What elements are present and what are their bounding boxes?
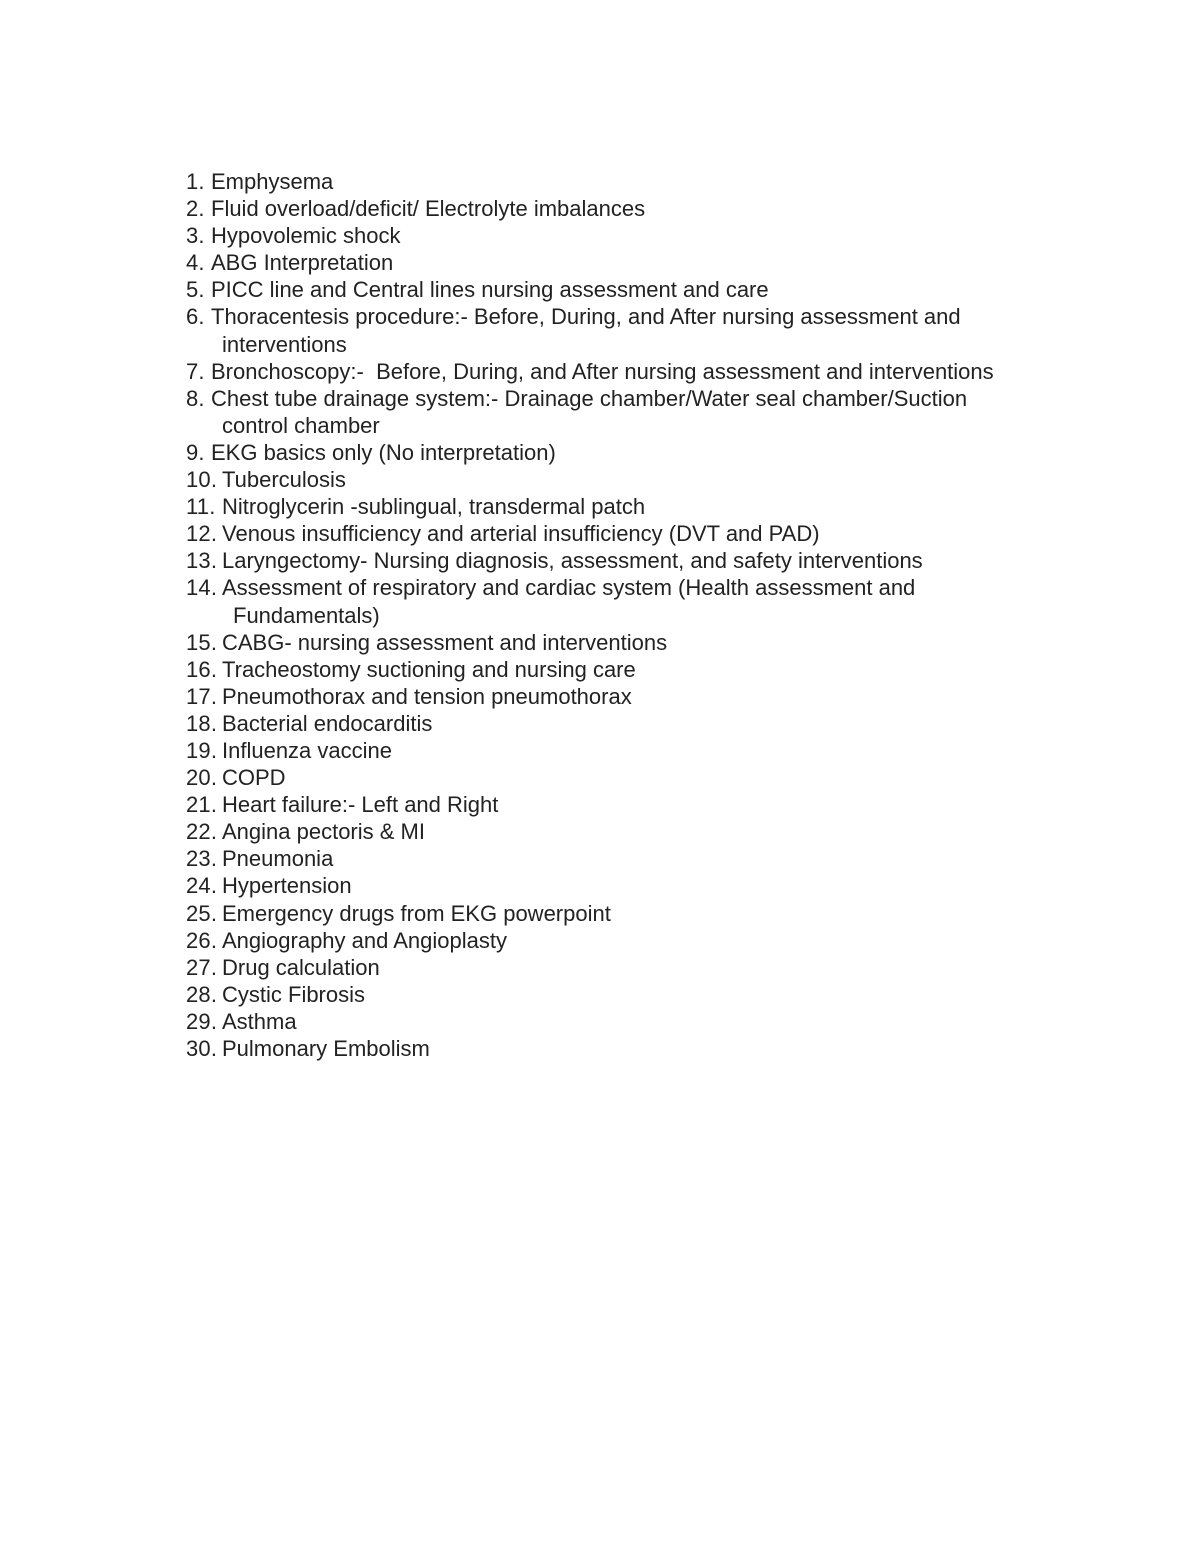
list-item (186, 303, 1066, 357)
list-item-text-wrap (222, 683, 1066, 710)
list-item-text: COPD (222, 765, 286, 791)
list-item (186, 791, 1066, 818)
list-item-number: 26. (186, 927, 218, 953)
list-item-number: 14. (186, 575, 218, 601)
list-item-number: 13. (186, 548, 218, 574)
list-item-text-wrap (222, 547, 1066, 574)
list-item-text-wrap (211, 195, 1066, 222)
list-item (186, 493, 1066, 520)
list-item-number: 12. (186, 521, 218, 547)
list-item (186, 900, 1066, 927)
list-item-text: Thoracentesis procedure:- Before, During, and After nursing assessment and (211, 304, 961, 330)
list-item-number: 17. (186, 683, 218, 709)
list-item-number: 4. (186, 250, 205, 276)
list-item-number: 21. (186, 792, 218, 818)
list-item-number: 24. (186, 873, 218, 899)
list-item-number: 23. (186, 846, 218, 872)
list-item-text-wrap (222, 845, 1066, 872)
list-item (186, 927, 1066, 954)
topic-list (186, 168, 1066, 1062)
list-item-text-wrap (211, 385, 1066, 439)
list-item-text: Laryngectomy- Nursing diagnosis, assessment, and safety interventions (222, 548, 923, 574)
list-item-number: 29. (186, 1008, 218, 1034)
list-item-text: Drug calculation (222, 954, 380, 980)
list-item (186, 168, 1066, 195)
list-item (186, 1008, 1066, 1035)
list-item-text: Angina pectoris & MI (222, 819, 425, 845)
list-item-text: Emergency drugs from EKG powerpoint (222, 900, 611, 926)
list-item-text-wrap (222, 520, 1066, 547)
list-item-number: 27. (186, 954, 218, 980)
list-item-text-wrap (222, 981, 1066, 1008)
list-item-number: 22. (186, 819, 218, 845)
list-item (186, 710, 1066, 737)
list-item-number: 6. (186, 304, 205, 330)
list-item-number: 30. (186, 1036, 218, 1061)
list-item-number: 9. (186, 439, 205, 465)
list-item-number: 20. (186, 765, 218, 791)
list-item-text: PICC line and Central lines nursing assessment and care (211, 277, 769, 303)
list-item-number: 5. (186, 277, 205, 303)
list-item-text-wrap (222, 737, 1066, 764)
list-item-text-continuation: Fundamentals) (233, 602, 380, 628)
list-item-text: Emphysema (211, 169, 334, 194)
list-item-number: 18. (186, 710, 218, 736)
list-item-text-continuation: control chamber (222, 412, 380, 438)
list-item (186, 466, 1066, 493)
list-item-number: 3. (186, 223, 205, 249)
list-item-number: 1. (186, 169, 205, 194)
list-item (186, 358, 1066, 385)
list-item-text: EKG basics only (No interpretation) (211, 439, 556, 465)
list-item-number: 28. (186, 981, 218, 1007)
list-item (186, 276, 1066, 303)
list-item (186, 249, 1066, 276)
list-item-text: Pneumothorax and tension pneumothorax (222, 683, 632, 709)
list-item-text-wrap (222, 900, 1066, 927)
list-item-text-wrap (222, 791, 1066, 818)
list-item (186, 872, 1066, 899)
list-item-text-wrap (222, 710, 1066, 737)
list-item-text-wrap (222, 818, 1066, 845)
list-item-text: Angiography and Angioplasty (222, 927, 507, 953)
list-item-text: Heart failure:- Left and Right (222, 792, 499, 818)
list-item-text-wrap (222, 764, 1066, 791)
list-item-text: Chest tube drainage system:- Drainage chamber/Water seal chamber/Suction (211, 385, 968, 411)
list-item (186, 981, 1066, 1008)
list-item-text-wrap (211, 439, 1066, 466)
list-item-text-wrap (222, 1008, 1066, 1035)
list-item-text-wrap (222, 493, 1066, 520)
list-item-text: ABG Interpretation (211, 250, 394, 276)
list-item-text: CABG- nursing assessment and interventions (222, 629, 668, 655)
list-item-text: Bacterial endocarditis (222, 710, 433, 736)
list-item (186, 683, 1066, 710)
list-item-text-wrap (222, 872, 1066, 899)
list-item-number: 8. (186, 385, 205, 411)
list-item-text-continuation: interventions (222, 331, 347, 357)
list-item (186, 385, 1066, 439)
list-item-number: 25. (186, 900, 218, 926)
list-item (186, 818, 1066, 845)
list-item-text-wrap (222, 656, 1066, 683)
list-item-text-wrap (222, 927, 1066, 954)
list-item-text: Nitroglycerin -sublingual, transdermal patch (222, 494, 646, 520)
list-item-text-wrap (211, 358, 1066, 385)
list-item-text-wrap (211, 276, 1066, 303)
list-item-text: Pneumonia (222, 846, 334, 872)
list-item-number: 2. (186, 196, 205, 222)
list-item (186, 764, 1066, 791)
list-item-number: 7. (186, 358, 205, 384)
list-item-text-wrap (222, 629, 1066, 656)
list-item (186, 547, 1066, 574)
list-item-number: 15. (186, 629, 218, 655)
list-item-text: Fluid overload/deficit/ Electrolyte imbalances (211, 196, 646, 222)
list-item-text: Hypertension (222, 873, 352, 899)
list-item-text-wrap (211, 222, 1066, 249)
list-item-text-wrap (211, 168, 1066, 195)
list-item-text: Tracheostomy suctioning and nursing care (222, 656, 636, 682)
list-item-text: Influenza vaccine (222, 737, 392, 763)
list-item-text: Tuberculosis (222, 467, 346, 493)
list-item-text-wrap (222, 954, 1066, 981)
list-item-text: Asthma (222, 1008, 297, 1034)
list-item (186, 629, 1066, 656)
list-item-text: Venous insufficiency and arterial insufficiency (DVT and PAD) (222, 521, 820, 547)
list-item (186, 195, 1066, 222)
list-item (186, 222, 1066, 249)
list-item-text: Hypovolemic shock (211, 223, 401, 249)
list-item-text: Pulmonary Embolism (222, 1036, 430, 1061)
list-item-text: Cystic Fibrosis (222, 981, 366, 1007)
list-item-text-wrap (222, 574, 1066, 628)
list-item-text-wrap (211, 249, 1066, 276)
list-item-number: 11. (186, 494, 216, 520)
list-item-text-wrap (211, 303, 1066, 357)
list-item (186, 656, 1066, 683)
list-item (186, 1035, 1066, 1062)
list-item-text: Bronchoscopy:- Before, During, and After nursing assessment and interventions (211, 358, 994, 384)
list-item-text-wrap (222, 466, 1066, 493)
list-item-number: 19. (186, 737, 218, 763)
list-item (186, 737, 1066, 764)
list-item (186, 845, 1066, 872)
list-item (186, 574, 1066, 628)
list-item (186, 439, 1066, 466)
list-item (186, 520, 1066, 547)
list-item-number: 10. (186, 467, 218, 493)
list-item-text-wrap (222, 1035, 1066, 1062)
list-item (186, 954, 1066, 981)
list-item-number: 16. (186, 656, 218, 682)
list-item-text: Assessment of respiratory and cardiac system (Health assessment and (222, 575, 916, 601)
